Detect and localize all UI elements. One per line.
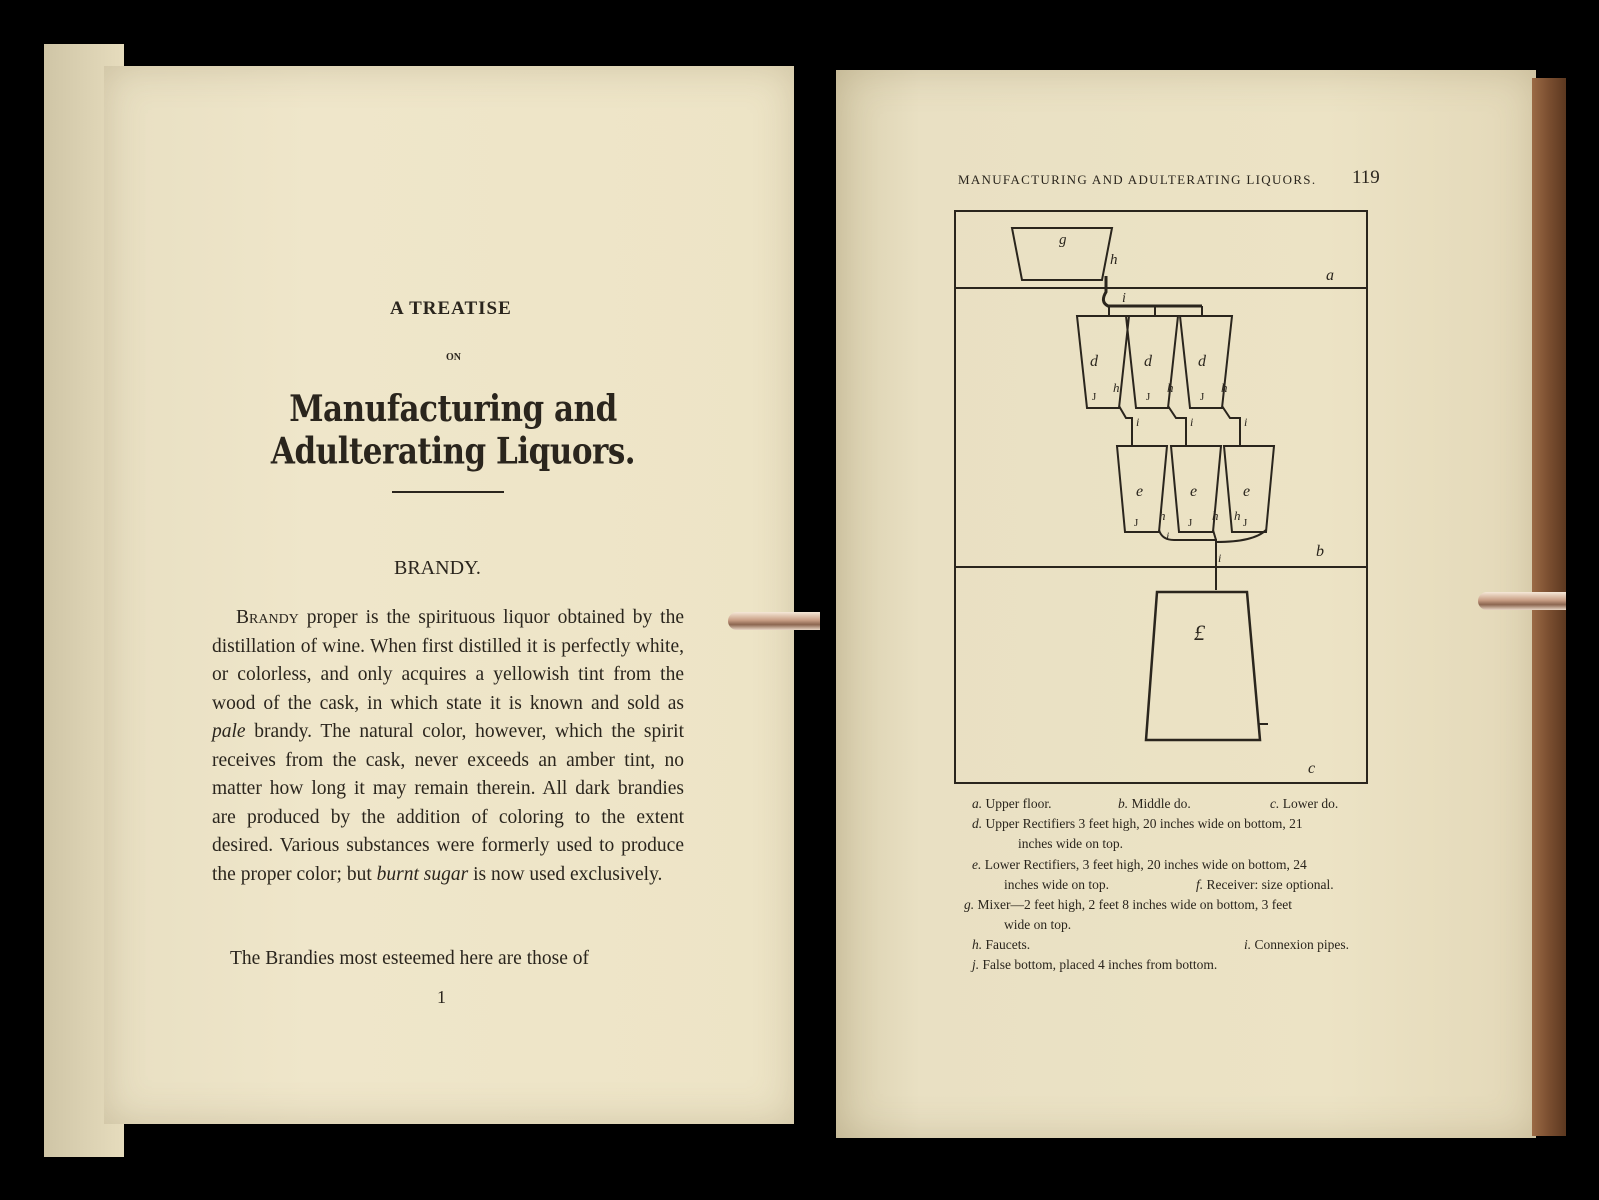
bookmark-clip-left xyxy=(728,612,820,630)
label-f: £ xyxy=(1194,620,1205,645)
label-i-d1: i xyxy=(1136,415,1140,429)
legend-e: e. Lower Rectifiers, 3 feet high, 20 inches wide on bottom, 24 xyxy=(972,857,1307,872)
pipe-d2-e2 xyxy=(1168,406,1186,446)
label-d-2: d xyxy=(1144,353,1152,370)
legend-d-line2: inches wide on top. xyxy=(1018,836,1123,851)
paragraph-brandy-2: The Brandies most esteemed here are those of xyxy=(230,948,589,969)
label-i-e2: i xyxy=(1218,551,1222,565)
legend-a: a. Upper floor. xyxy=(972,796,1052,811)
label-d-3: d xyxy=(1198,353,1206,370)
upper-rectifier-1 xyxy=(1077,316,1129,408)
connexion-pipe-top xyxy=(1103,276,1202,306)
label-h-d3: h xyxy=(1221,380,1228,395)
label-h-e1: h xyxy=(1159,508,1166,523)
label-e-2: e xyxy=(1190,483,1198,500)
legend-g: g. Mixer—2 feet high, 2 feet 8 inches wide on bottom, 3 feet xyxy=(964,897,1293,912)
paragraph-brandy-1 xyxy=(212,604,684,889)
label-j-e3: J xyxy=(1243,517,1248,529)
legend-f: f. Receiver: size optional. xyxy=(1196,877,1334,892)
title-on: ON xyxy=(446,352,461,363)
label-b: b xyxy=(1316,543,1324,560)
legend-b: b. Middle do. xyxy=(1118,796,1191,811)
dropword: Brandy xyxy=(236,607,299,628)
emphasis-burnt-sugar: burnt sugar xyxy=(376,863,469,885)
book-title: Manufacturing and Adulterating Liquors. xyxy=(270,388,636,473)
label-h-e3: h xyxy=(1234,508,1241,523)
label-j-d2: J xyxy=(1146,391,1151,403)
label-e-3: e xyxy=(1243,483,1251,500)
paragraph-text-b: brandy. The natural color, however, which the spirit receives from the cask, never exceeds an amber tint, no matter how long it may remain therein. All dark brandies are produced by the addition of coloring to the extent desired. Various substances were formerly used to produce the proper color; but xyxy=(212,721,684,885)
paragraph-text-c: is now used exclusively. xyxy=(468,863,663,885)
pipe-d3-e3 xyxy=(1222,406,1240,446)
label-i-d2: i xyxy=(1190,415,1194,429)
label-e-1: e xyxy=(1136,483,1144,500)
paragraph-text-a: proper is the spirituous liquor obtained by the distillation of wine. When first distilled it is perfectly white, or colorless, and only acquires a yellowish tint from the wood of the cask, in which state it is known and sold as xyxy=(212,607,684,714)
title-treatise: A TREATISE xyxy=(390,298,512,319)
pipe-e2-join xyxy=(1213,530,1216,540)
label-h-e2: h xyxy=(1212,508,1219,523)
pipe-d1-e1 xyxy=(1119,406,1132,446)
label-d-1: d xyxy=(1090,353,1098,370)
legend-d: d. Upper Rectifiers 3 feet high, 20 inches wide on bottom, 21 xyxy=(972,816,1303,831)
receiver-tank xyxy=(1146,592,1260,740)
label-i-e1: i xyxy=(1166,529,1170,543)
label-j-e1: J xyxy=(1134,517,1139,529)
label-c: c xyxy=(1308,760,1316,777)
diagram-border xyxy=(955,211,1367,783)
legend-c: c. Lower do. xyxy=(1270,796,1339,811)
label-a: a xyxy=(1326,267,1334,284)
section-heading-brandy: BRANDY. xyxy=(394,557,481,579)
emphasis-pale: pale xyxy=(212,721,246,742)
distillery-diagram xyxy=(954,210,1368,784)
legend-j: j. False bottom, placed 4 inches from bottom. xyxy=(972,957,1218,972)
label-j-d3: J xyxy=(1200,391,1205,403)
title-rule xyxy=(392,491,504,493)
legend-i: i. Connexion pipes. xyxy=(1244,937,1350,952)
legend-h: h. Faucets. xyxy=(972,937,1031,952)
label-g: g xyxy=(1059,232,1067,248)
label-i-top: i xyxy=(1122,291,1126,306)
page-number-right: 119 xyxy=(1352,167,1380,188)
page-number-left: 1 xyxy=(437,987,446,1007)
label-h-d2: h xyxy=(1167,380,1174,395)
label-j-e2: J xyxy=(1188,517,1193,529)
label-j-d1: J xyxy=(1092,391,1097,403)
bookmark-clip-right xyxy=(1478,592,1566,610)
legend-e-line2: inches wide on top. xyxy=(1004,877,1109,892)
legend-g-line2: wide on top. xyxy=(1004,917,1072,932)
running-head: MANUFACTURING AND ADULTERATING LIQUORS. xyxy=(958,172,1317,187)
label-i-d3: i xyxy=(1244,415,1248,429)
label-h-d1: h xyxy=(1113,380,1120,395)
label-h-mixer: h xyxy=(1110,252,1118,268)
